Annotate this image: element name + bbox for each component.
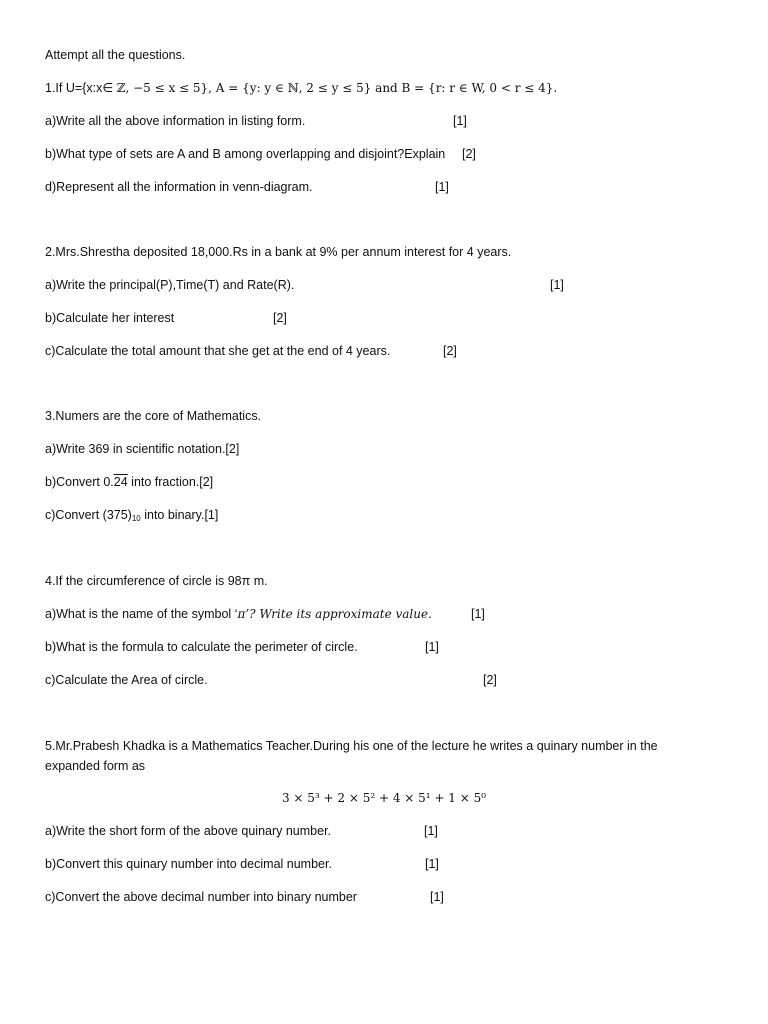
q5-expansion: 3 × 5³ + 2 × 5² + 4 × 5¹ + 1 × 5⁰ <box>281 791 487 805</box>
q3-c-line <box>45 507 218 527</box>
q2-c-mark: [2] <box>443 344 457 358</box>
q3-b-recurring-digits: 24 <box>113 475 128 489</box>
q3-c-prefix: c)Convert (375) <box>45 508 132 522</box>
q4-a-prefix: a)What is the name of the symbol ‘ <box>45 607 238 621</box>
q3-b-prefix: b)Convert 0. <box>45 475 114 489</box>
q3-a-text: a)Write 369 in scientific notation.[2] <box>45 442 240 456</box>
q2-c-text: c)Calculate the total amount that she get at the end of 4 years. <box>45 344 391 358</box>
q4-c-text: c)Calculate the Area of circle. <box>45 673 208 687</box>
q5-stem-line1: 5.Mr.Prabesh Khadka is a Mathematics Teacher.During his one of the lecture he writes a quinary number in the <box>45 739 658 753</box>
q4-c-mark: [2] <box>483 673 497 687</box>
q5-stem-line2: expanded form as <box>45 759 146 773</box>
q4-a-mark: [1] <box>471 607 485 621</box>
q1-b-text: b)What type of sets are A and B among overlapping and disjoint?Explain <box>45 147 446 161</box>
q1-stem <box>45 80 557 96</box>
q4-a-line <box>45 606 432 622</box>
q1-d-text: d)Represent all the information in venn-diagram. <box>45 180 313 194</box>
q4-b-mark: [1] <box>425 640 439 654</box>
q1-a-text: a)Write all the above information in listing form. <box>45 114 306 128</box>
instructions: Attempt all the questions. <box>45 48 186 62</box>
q2-b-text: b)Calculate her interest <box>45 311 175 325</box>
q1-stem-math: ℤ, −5 ≤ x ≤ 5}, A = {y: y ∈ ℕ, 2 ≤ y ≤ 5} and B = {r: r ∈ W, 0 < r ≤ 4}. <box>116 81 558 95</box>
q2-stem: 2.Mrs.Shrestha deposited 18,000.Rs in a bank at 9% per annum interest for 4 years. <box>45 245 512 259</box>
q3-stem: 3.Numers are the core of Mathematics. <box>45 409 262 423</box>
q5-a-text: a)Write the short form of the above quinary number. <box>45 824 332 838</box>
q4-a-math: π’? Write its approximate value. <box>237 607 432 621</box>
q2-a-text: a)Write the principal(P),Time(T) and Rate(R). <box>45 278 295 292</box>
q1-d-mark: [1] <box>435 180 449 194</box>
q4-stem: 4.If the circumference of circle is 98π m. <box>45 574 268 588</box>
q5-c-text: c)Convert the above decimal number into binary number <box>45 890 357 904</box>
q5-b-mark: [1] <box>425 857 439 871</box>
q3-b-suffix: into fraction.[2] <box>127 475 214 489</box>
q3-c-suffix: into binary.[1] <box>140 508 219 522</box>
q1-a-mark: [1] <box>453 114 467 128</box>
q2-a-mark: [1] <box>550 278 564 292</box>
q3-c-base: 10 <box>131 514 141 523</box>
q1-b-mark: [2] <box>462 147 476 161</box>
q5-c-mark: [1] <box>430 890 444 904</box>
q2-b-mark: [2] <box>273 311 287 325</box>
q5-a-mark: [1] <box>424 824 438 838</box>
q4-b-text: b)What is the formula to calculate the perimeter of circle. <box>45 640 358 654</box>
q3-b-line <box>45 474 213 490</box>
q1-stem-prefix: 1.If U={x:x∈ <box>45 81 117 95</box>
q5-b-text: b)Convert this quinary number into decimal number. <box>45 857 332 871</box>
